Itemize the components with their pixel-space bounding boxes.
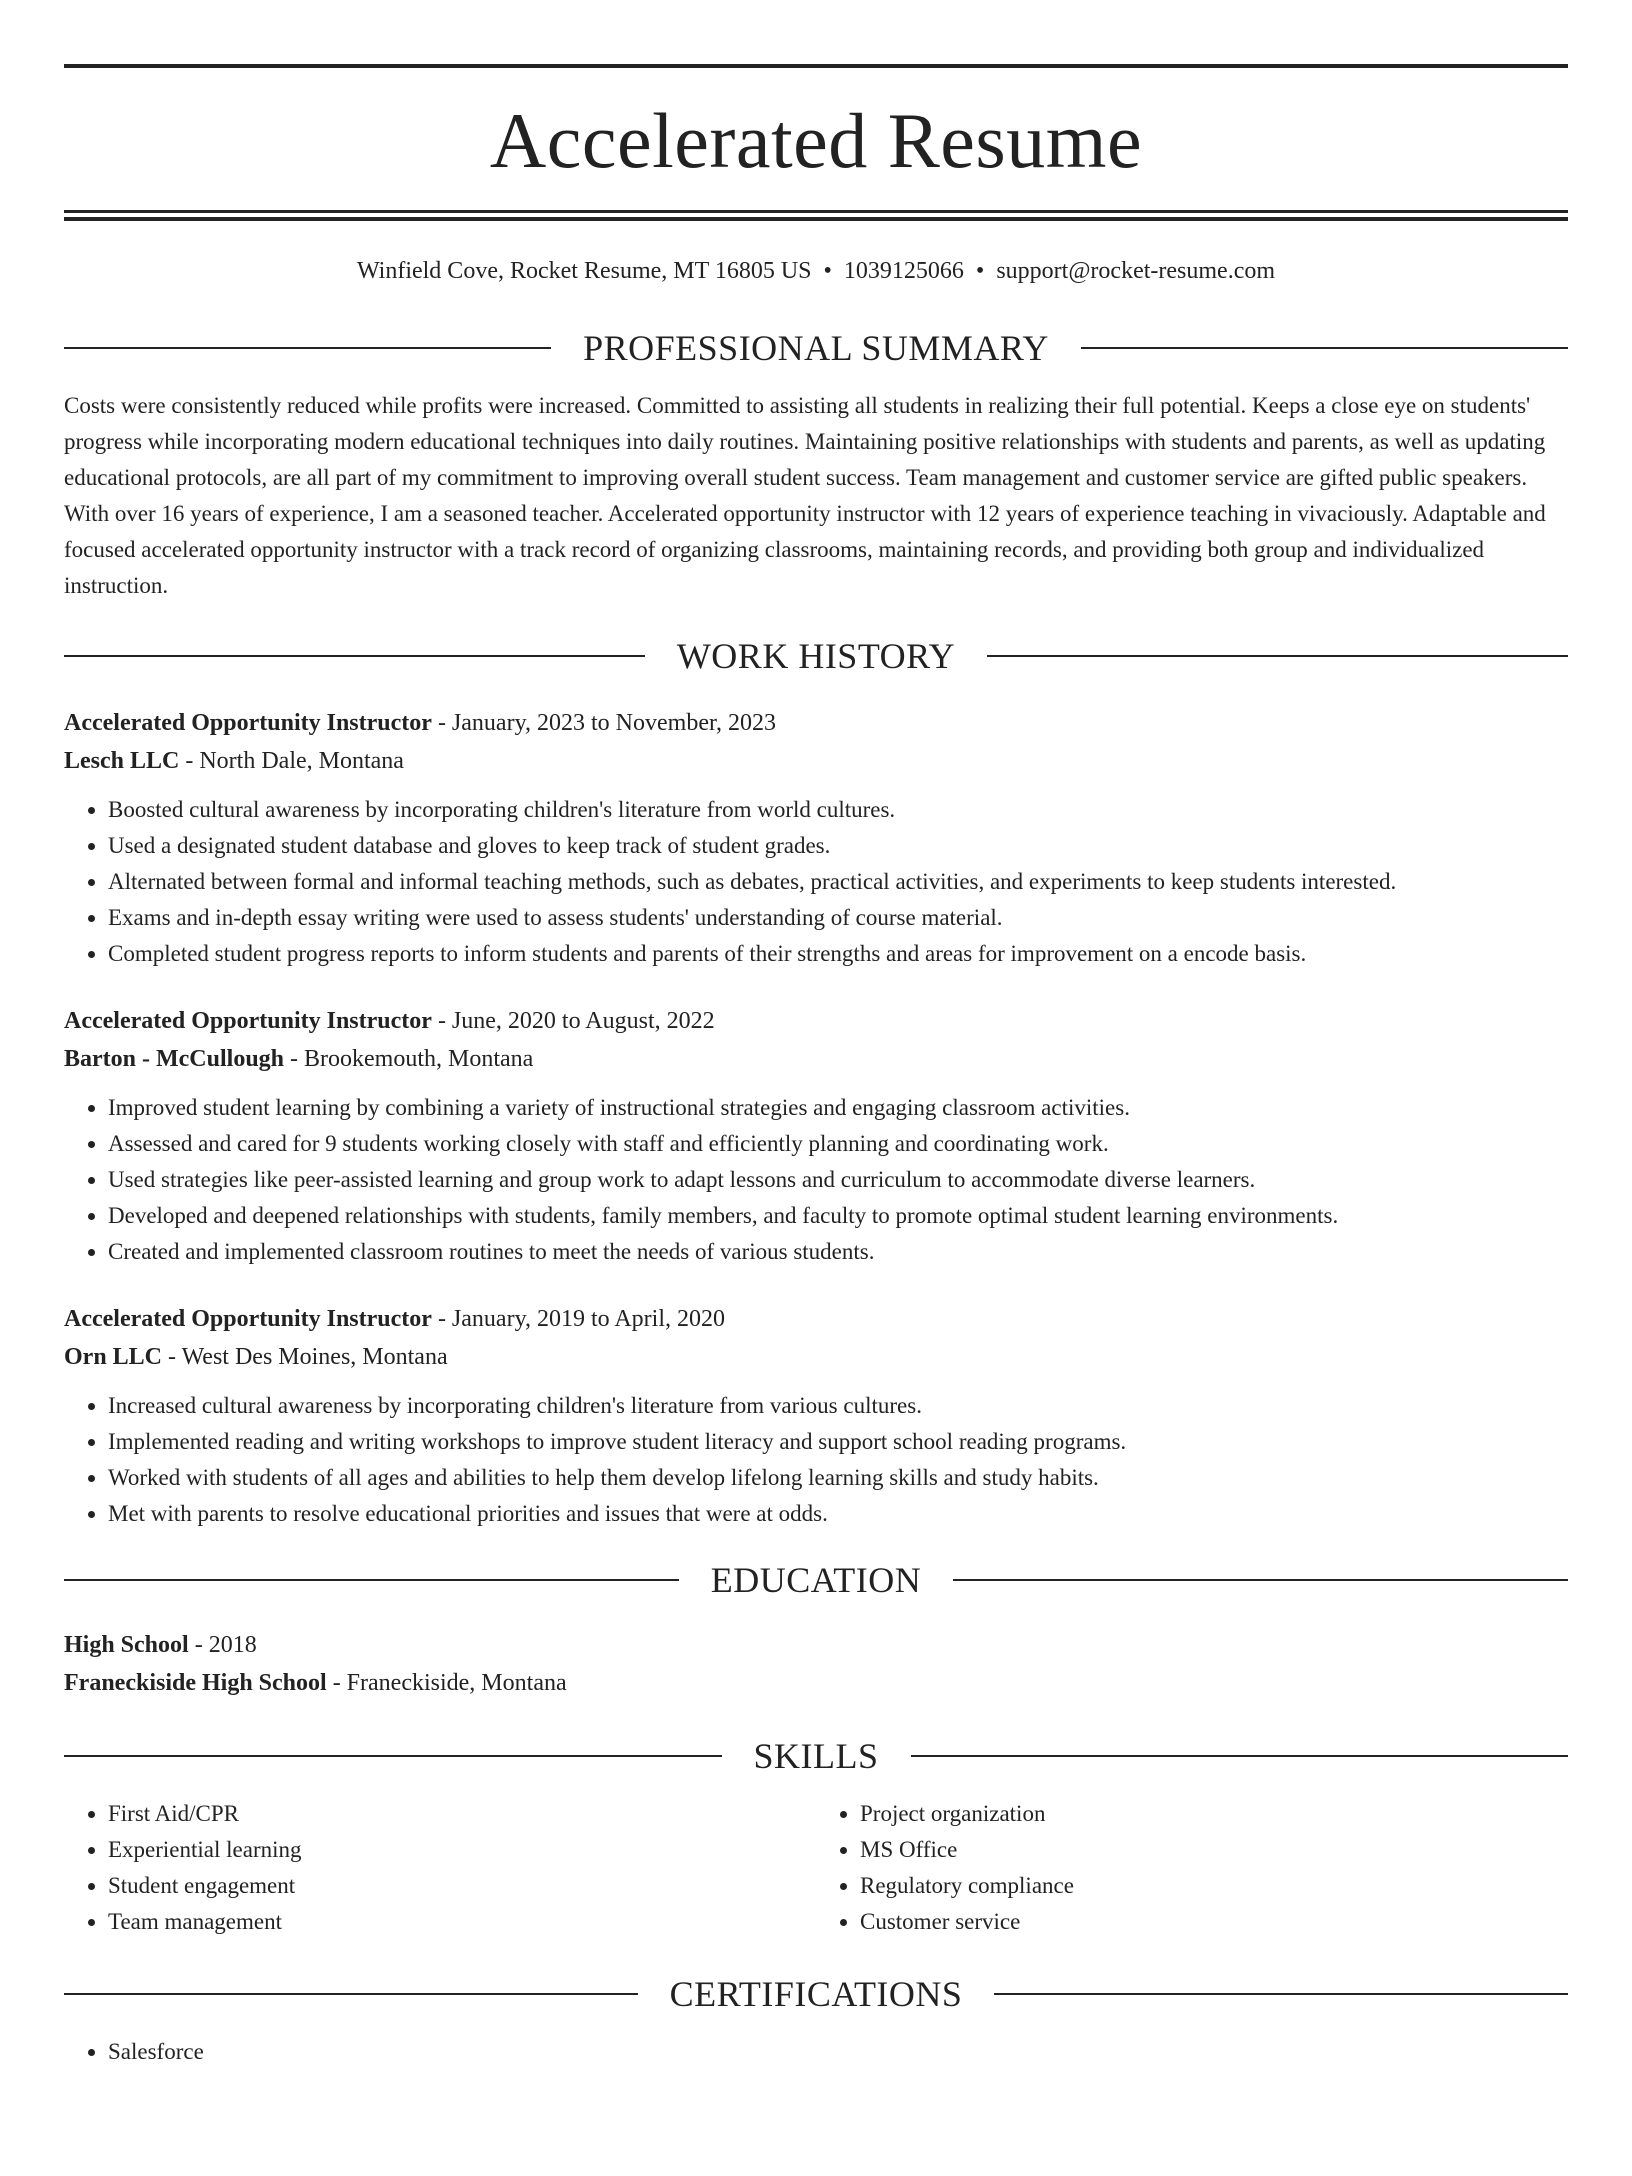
job-location: - West Des Moines, Montana [162, 1343, 448, 1370]
education-degree-line [64, 1626, 1568, 1664]
resume-page [0, 64, 1632, 2176]
education-location: - Franeckiside, Montana [326, 1669, 567, 1696]
certification-item: • Salesforce [108, 2034, 1568, 2070]
contact-address: Winfield Cove, Rocket Resume, MT 16805 US [356, 258, 812, 284]
summary-heading-label: PROFESSIONAL SUMMARY [583, 327, 1049, 368]
job-dates: - June, 2020 to August, 2022 [431, 1007, 715, 1034]
job-bullet: • Implemented reading and writing workshops to improve student literacy and support school reading programs. [108, 1424, 1568, 1460]
certifications-list [64, 2034, 1568, 2070]
work-history-heading [64, 635, 1568, 676]
job-location: - North Dale, Montana [179, 747, 404, 774]
job-bullet: • Exams and in-depth essay writing were used to assess students' understanding of course material. [108, 900, 1568, 936]
job-dates: - January, 2019 to April, 2020 [431, 1305, 726, 1332]
job-company: Orn LLC [64, 1343, 163, 1370]
skill-item: • MS Office [860, 1832, 1568, 1868]
job-entry [64, 1300, 1568, 1532]
education-year: - 2018 [188, 1631, 257, 1658]
job-title: Accelerated Opportunity Instructor [64, 1305, 432, 1332]
skills-columns [64, 1796, 1568, 1940]
job-company-line [64, 1040, 1568, 1078]
job-bullet: • Created and implemented classroom routines to meet the needs of various students. [108, 1234, 1568, 1270]
contact-phone: 1039125066 [843, 258, 964, 284]
top-rule [64, 64, 1568, 68]
skills-heading [64, 1735, 1568, 1776]
job-bullets [64, 792, 1568, 972]
certifications-heading [64, 1973, 1568, 2014]
job-entry [64, 704, 1568, 972]
job-title: Accelerated Opportunity Instructor [64, 1007, 432, 1034]
job-company: Lesch LLC [64, 747, 180, 774]
certifications-heading-label: CERTIFICATIONS [669, 1973, 963, 2014]
skill-item: • Customer service [860, 1904, 1568, 1940]
job-title-line [64, 1300, 1568, 1338]
job-dates: - January, 2023 to November, 2023 [431, 709, 777, 736]
education-entry [64, 1626, 1568, 1702]
job-bullet: • Used a designated student database and gloves to keep track of student grades. [108, 828, 1568, 864]
name-double-rule [64, 210, 1568, 221]
education-degree: High School [64, 1631, 189, 1658]
job-company-line [64, 1338, 1568, 1376]
job-company-line [64, 742, 1568, 780]
job-bullets [64, 1388, 1568, 1532]
job-bullet: • Met with parents to resolve educational priorities and issues that were at odds. [108, 1496, 1568, 1532]
job-location: - Brookemouth, Montana [284, 1045, 534, 1072]
job-title-line [64, 1002, 1568, 1040]
education-school: Franeckiside High School [64, 1669, 327, 1696]
skill-item: • Regulatory compliance [860, 1868, 1568, 1904]
education-heading-label: EDUCATION [710, 1559, 922, 1600]
job-bullet: • Worked with students of all ages and abilities to help them develop lifelong learning skills and study habits. [108, 1460, 1568, 1496]
skill-item: • Team management [108, 1904, 816, 1940]
contact-line [64, 257, 1568, 286]
job-bullet: • Assessed and cared for 9 students working closely with staff and efficiently planning and coordinating work. [108, 1126, 1568, 1162]
job-bullet: • Increased cultural awareness by incorporating children's literature from various cultures. [108, 1388, 1568, 1424]
contact-separator: • [823, 258, 832, 284]
contact-separator: • [975, 258, 985, 284]
job-bullets [64, 1090, 1568, 1270]
job-bullet: • Used strategies like peer-assisted learning and group work to adapt lessons and curriculum to accommodate diverse learners. [108, 1162, 1568, 1198]
job-title: Accelerated Opportunity Instructor [64, 709, 432, 736]
summary-text: Costs were consistently reduced while profits were increased. Committed to assisting all students in realizing their full potential. Keeps a close eye on students' progress while incorporating modern educational techniques into daily routines. Maintaining positive relationships with students and parents, as well as updating educational protocols, are all part of my commitment to improving overall student success. Team management and customer service are gifted public speakers. With over 16 years of experience, I am a seasoned teacher. Accelerated opportunity instructor with 12 years of experience teaching in vivaciously. Adaptable and focused accelerated opportunity instructor with a track record of organizing classrooms, maintaining records, and providing both group and individualized instruction. [64, 392, 1546, 598]
job-entry [64, 1002, 1568, 1270]
skill-item: • Project organization [860, 1796, 1568, 1832]
job-company: Barton - McCullough [64, 1045, 285, 1072]
skill-item: • Student engagement [108, 1868, 816, 1904]
job-bullet: • Completed student progress reports to inform students and parents of their strengths and areas for improvement on a encode basis. [108, 936, 1568, 972]
skills-right-list [816, 1796, 1568, 1940]
skills-heading-label: SKILLS [753, 1735, 879, 1776]
job-title-line [64, 704, 1568, 742]
job-bullet: • Improved student learning by combining a variety of instructional strategies and engaging classroom activities. [108, 1090, 1568, 1126]
skill-item: • Experiential learning [108, 1832, 816, 1868]
resume-name: Accelerated Resume [489, 97, 1143, 184]
contact-email[interactable]: support@rocket-resume.com [996, 258, 1276, 284]
work-history-heading-label: WORK HISTORY [676, 635, 956, 676]
skills-left-list [64, 1796, 816, 1940]
job-bullet: • Developed and deepened relationships with students, family members, and faculty to promote optimal student learning environments. [108, 1198, 1568, 1234]
job-bullet: • Alternated between formal and informal teaching methods, such as debates, practical activities, and experiments to keep students interested. [108, 864, 1568, 900]
skill-item: • First Aid/CPR [108, 1796, 816, 1832]
education-heading [64, 1559, 1568, 1600]
education-school-line [64, 1664, 1568, 1702]
summary-heading [64, 327, 1568, 368]
job-bullet: • Boosted cultural awareness by incorporating children's literature from world cultures. [108, 792, 1568, 828]
